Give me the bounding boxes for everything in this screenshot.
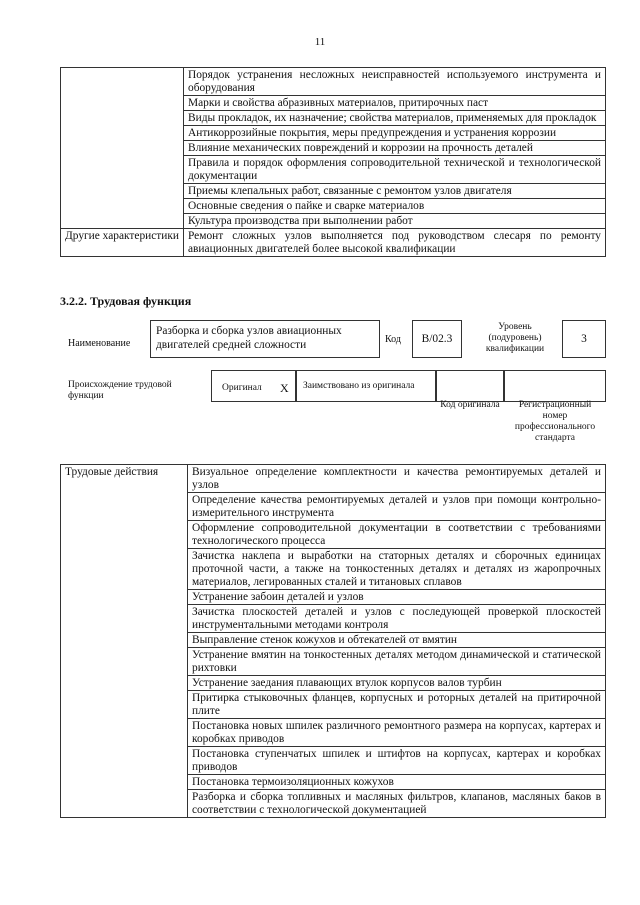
section-heading: 3.2.2. Трудовая функция	[60, 294, 192, 308]
action-item: Зачистка наклепа и выработки на статорных деталях и сборочных единицах проточной части, а также на тонкостенных деталях и деталях из жаропрочных материалов, легированных сталей и титановых сплавов	[188, 549, 606, 590]
row-text: Культура производства при выполнении работ	[184, 214, 606, 229]
action-item: Разборка и сборка топливных и масляных фильтров, клапанов, масляных баков в соответствии с технологической документацией	[188, 790, 606, 818]
code-value: B/02.3	[412, 320, 462, 358]
actions-table	[60, 464, 606, 818]
row-text: Марки и свойства абразивных материалов, притирочных паст	[184, 96, 606, 111]
row-text: Правила и порядок оформления сопроводительной технической и технологической документации	[184, 156, 606, 184]
row-text: Приемы клепальных работ, связанные с ремонтом узлов двигателя	[184, 184, 606, 199]
action-item: Устранение забоин деталей и узлов	[188, 590, 606, 605]
row-label: Другие характеристики	[61, 229, 184, 257]
origin-label: Происхождение трудовой функции	[68, 380, 172, 401]
action-item: Зачистка плоскостей деталей и узлов с последующей проверкой плоскостей инструментальными методами контроля	[188, 605, 606, 633]
original-cell	[211, 370, 296, 402]
action-item: Устранение заедания плавающих втулок корпусов валов турбин	[188, 676, 606, 691]
borrowed-cell	[296, 370, 436, 402]
table-row	[61, 465, 606, 493]
original-mark: X	[280, 381, 289, 395]
table-row	[61, 68, 606, 96]
original-label: Оригинал	[222, 383, 262, 393]
level-label: Уровень (подуровень) квалификации	[485, 322, 545, 354]
action-item: Устранение вмятин на тонкостенных деталях методом динамической и статической рихтовки	[188, 648, 606, 676]
name-value: Разборка и сборка узлов авиационных двигателей средней сложности	[150, 320, 380, 358]
row-text: Виды прокладок, их назначение; свойства материалов, применяемых для прокладок	[184, 111, 606, 126]
level-value: 3	[562, 320, 606, 358]
row-text: Антикоррозийные покрытия, меры предупреждения и устранения коррозии	[184, 126, 606, 141]
row-text: Основные сведения о пайке и сварке материалов	[184, 199, 606, 214]
action-item: Выправление стенок кожухов и обтекателей от вмятин	[188, 633, 606, 648]
knowledge-table	[60, 67, 606, 257]
page-number: 11	[314, 36, 326, 48]
action-item: Постановка термоизоляционных кожухов	[188, 775, 606, 790]
reg-number-cell	[504, 370, 606, 402]
table-row	[61, 229, 606, 257]
action-item: Оформление сопроводительной документации в соответствии с требованиями технологического процесса	[188, 521, 606, 549]
row-label	[61, 68, 184, 229]
row-text: Влияние механических повреждений и коррозии на прочность деталей	[184, 141, 606, 156]
row-text: Ремонт сложных узлов выполняется под руководством слесаря по ремонту авиационных двигателей более высокой квалификации	[184, 229, 606, 257]
code-original-label: Код оригинала	[440, 400, 500, 410]
code-original-cell	[436, 370, 504, 402]
actions-label: Трудовые действия	[61, 465, 188, 818]
action-item: Визуальное определение комплектности и качества ремонтируемых деталей и узлов	[188, 465, 606, 493]
code-label: Код	[385, 334, 401, 345]
action-item: Постановка ступенчатых шпилек и штифтов на корпусах, картерах и коробках приводов	[188, 747, 606, 775]
borrowed-label: Заимствовано из оригинала	[303, 381, 415, 391]
row-text: Порядок устранения несложных неисправностей используемого инструмента и оборудования	[184, 68, 606, 96]
action-item: Постановка новых шпилек различного ремонтного размера на корпусах, картерах и коробках приводов	[188, 719, 606, 747]
action-item: Определение качества ремонтируемых деталей и узлов при помощи контрольно-измерительного инструмента	[188, 493, 606, 521]
name-label: Наименование	[68, 338, 131, 349]
reg-number-label: Регистрационный номер профессионального стандарта	[514, 400, 596, 443]
action-item: Притирка стыковочных фланцев, корпусных и роторных деталей на притирочной плите	[188, 691, 606, 719]
